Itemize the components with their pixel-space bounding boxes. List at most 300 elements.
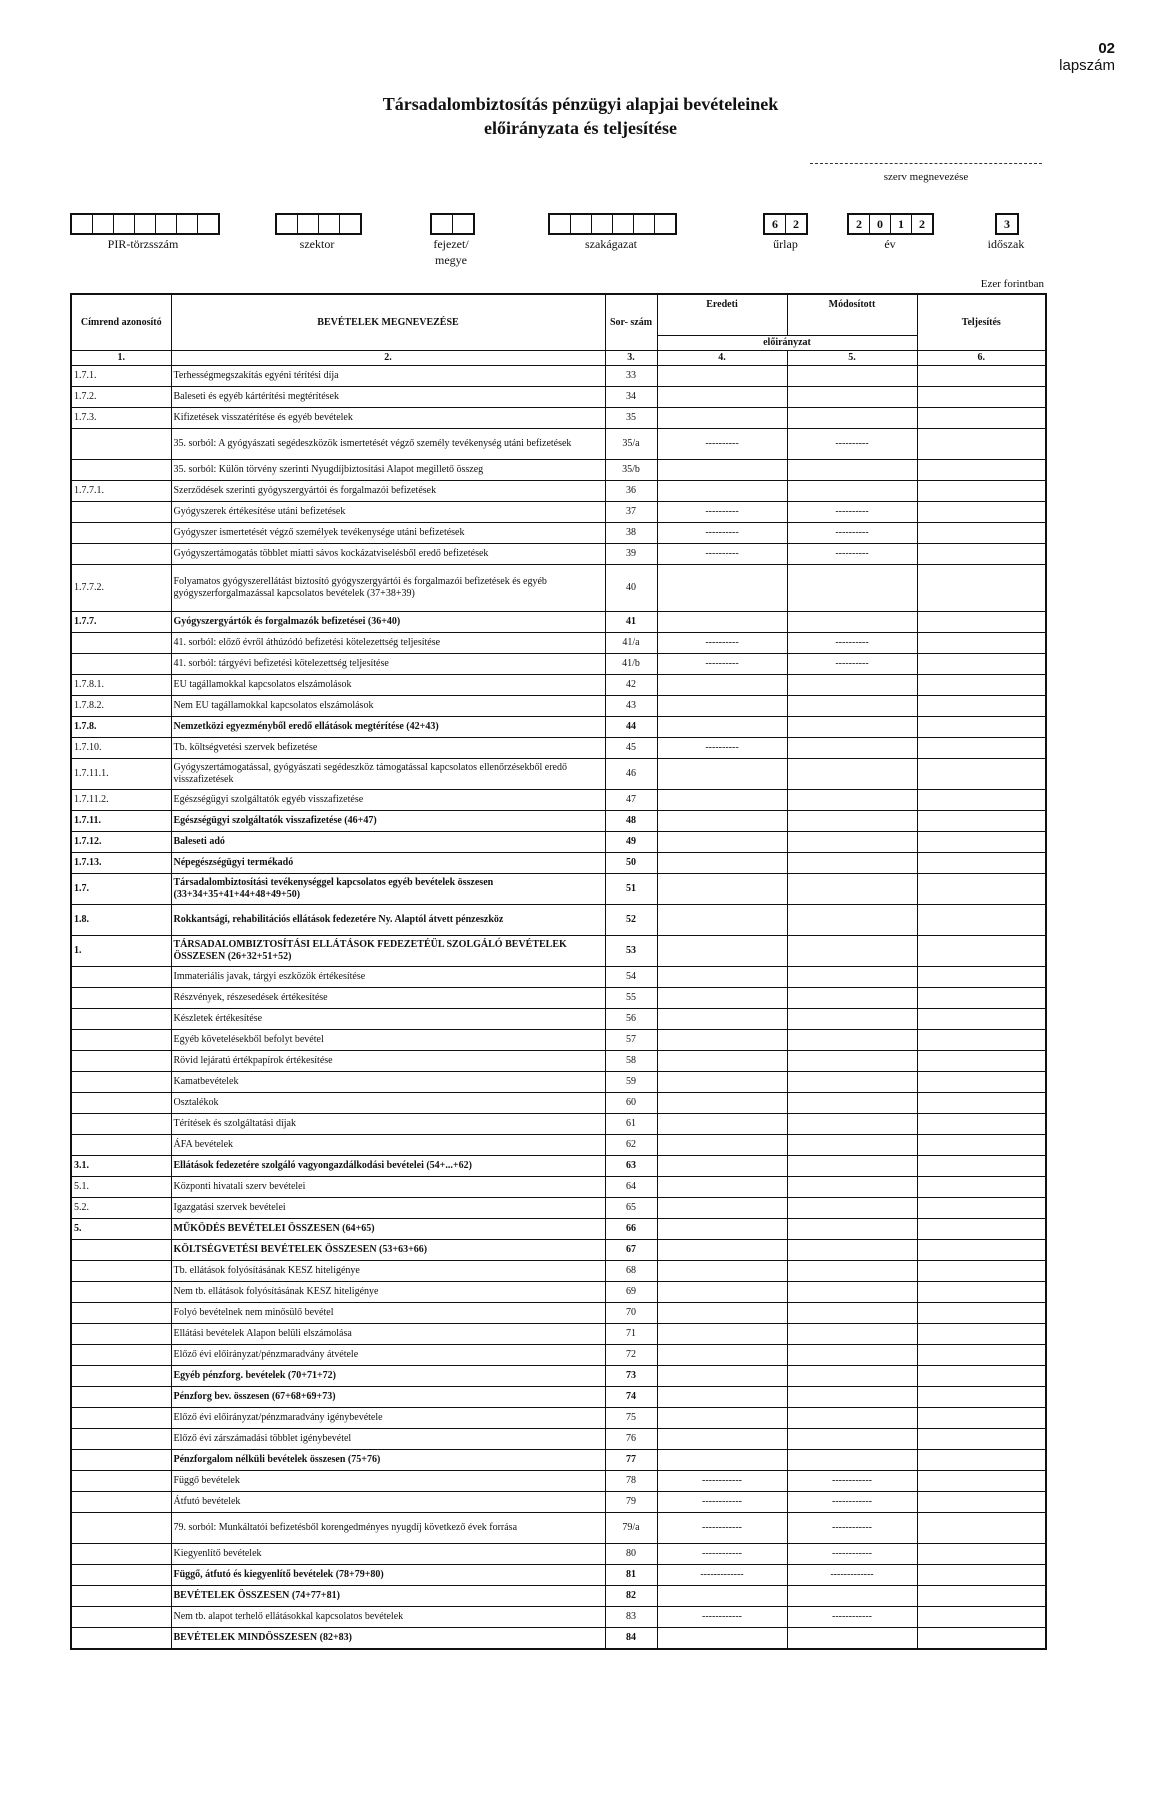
modositott-input-cell[interactable] [787,853,917,874]
szerv-field[interactable] [810,163,1042,183]
col-num: 3. [605,351,657,366]
table-row [71,1198,1046,1219]
eredeti-input-cell[interactable] [657,1450,787,1471]
eredeti-input-cell[interactable] [657,1324,787,1345]
cimrend-cell [71,1093,171,1114]
eredeti-input-cell[interactable] [657,1429,787,1450]
pir-label: PIR-törzsszám [107,237,179,251]
eredeti-input-cell[interactable] [657,1240,787,1261]
sor-cell: 71 [605,1324,657,1345]
fejezet-label: fejezet/ megye [433,237,469,267]
modositott-input-cell[interactable] [787,1114,917,1135]
table-row [71,905,1046,936]
table-row [71,1628,1046,1650]
modositott-input-cell[interactable] [787,1387,917,1408]
teljesites-input-cell[interactable] [917,1030,1046,1051]
szakagazat-box[interactable] [654,215,675,233]
sor-cell: 65 [605,1198,657,1219]
sor-cell: 83 [605,1607,657,1628]
eredeti-dash-cell: ---------- [657,429,787,460]
ev-digit: 1 [890,215,911,233]
cimrend-cell [71,967,171,988]
pir-box[interactable] [155,215,176,233]
table-row [71,1408,1046,1429]
teljesites-input-cell[interactable] [917,936,1046,967]
cimrend-cell [71,1135,171,1156]
modositott-input-cell[interactable] [787,460,917,481]
teljesites-input-cell[interactable] [917,1219,1046,1240]
name-cell: 35. sorból: Külön törvény szerinti Nyugdíjbiztosítási Alapot megillető összeg [171,460,605,481]
szakagazat-box[interactable] [612,215,633,233]
eredeti-input-cell[interactable] [657,759,787,790]
fejezet-box[interactable] [452,215,473,233]
modositott-input-cell[interactable] [787,481,917,502]
modositott-input-cell[interactable] [787,832,917,853]
fejezet-boxes[interactable] [430,213,475,235]
table-row [71,1366,1046,1387]
sor-cell: 55 [605,988,657,1009]
eredeti-input-cell[interactable] [657,1628,787,1650]
name-cell: Népegészségügyi termékadó [171,853,605,874]
fejezet-box[interactable] [432,215,452,233]
sor-cell: 73 [605,1366,657,1387]
cimrend-cell: 1.7.8.1. [71,675,171,696]
col-header-eredeti: Eredeti [657,294,787,336]
eredeti-input-cell[interactable] [657,696,787,717]
name-cell: Gyógyszerek értékesítése utáni befizetések [171,502,605,523]
eredeti-input-cell[interactable] [657,1366,787,1387]
cimrend-cell [71,1565,171,1586]
modositott-input-cell[interactable] [787,1240,917,1261]
modositott-input-cell[interactable] [787,366,917,387]
table-row [71,1565,1046,1586]
teljesites-input-cell[interactable] [917,1156,1046,1177]
table-row [71,502,1046,523]
name-cell: Pénzforg bev. összesen (67+68+69+73) [171,1387,605,1408]
col-header-eloiranyzat: előirányzat [657,336,917,351]
teljesites-input-cell[interactable] [917,1072,1046,1093]
table-row [71,853,1046,874]
teljesites-input-cell[interactable] [917,1565,1046,1586]
table-row [71,832,1046,853]
teljesites-input-cell[interactable] [917,1093,1046,1114]
teljesites-input-cell[interactable] [917,1114,1046,1135]
cimrend-cell [71,1387,171,1408]
cimrend-cell [71,1324,171,1345]
eredeti-input-cell[interactable] [657,366,787,387]
sor-cell: 34 [605,387,657,408]
teljesites-input-cell[interactable] [917,1607,1046,1628]
table-row [71,544,1046,565]
name-cell: Terhességmegszakítás egyéni térítési díja [171,366,605,387]
name-cell: KÖLTSÉGVETÉSI BEVÉTELEK ÖSSZESEN (53+63+66) [171,1240,605,1261]
modositott-input-cell[interactable] [787,1408,917,1429]
eredeti-input-cell[interactable] [657,1345,787,1366]
modositott-dash-cell: ------------ [787,1492,917,1513]
table-row [71,1450,1046,1471]
cimrend-cell: 1.7.12. [71,832,171,853]
eredeti-input-cell[interactable] [657,675,787,696]
modositott-input-cell[interactable] [787,1177,917,1198]
eredeti-input-cell[interactable] [657,387,787,408]
name-cell: Immateriális javak, tárgyi eszközök értékesítése [171,967,605,988]
sor-cell: 42 [605,675,657,696]
sor-cell: 64 [605,1177,657,1198]
teljesites-input-cell[interactable] [917,654,1046,675]
sor-cell: 41/a [605,633,657,654]
teljesites-input-cell[interactable] [917,1628,1046,1650]
teljesites-input-cell[interactable] [917,1282,1046,1303]
teljesites-input-cell[interactable] [917,790,1046,811]
modositott-input-cell[interactable] [787,675,917,696]
modositott-input-cell[interactable] [787,1072,917,1093]
modositott-input-cell[interactable] [787,696,917,717]
teljesites-input-cell[interactable] [917,853,1046,874]
eredeti-input-cell[interactable] [657,481,787,502]
cimrend-cell: 5. [71,1219,171,1240]
table-row [71,1513,1046,1544]
sor-cell: 45 [605,738,657,759]
szektor-boxes[interactable] [275,213,362,235]
sor-cell: 58 [605,1051,657,1072]
name-cell: Gyógyszertámogatással, gyógyászati segédeszköz támogatással kapcsolatos ellenőrzésekből eredő visszafizetések [171,759,605,790]
name-cell: EU tagállamokkal kapcsolatos elszámolások [171,675,605,696]
name-cell: Térítések és szolgáltatási díjak [171,1114,605,1135]
modositott-input-cell[interactable] [787,1324,917,1345]
modositott-input-cell[interactable] [787,1009,917,1030]
sor-cell: 59 [605,1072,657,1093]
pir-box[interactable] [92,215,113,233]
sor-cell: 41/b [605,654,657,675]
eredeti-input-cell[interactable] [657,1030,787,1051]
title-line-1: Társadalombiztosítás pénzügyi alapjai bevételeinek [382,94,779,114]
modositott-input-cell[interactable] [787,1030,917,1051]
modositott-input-cell[interactable] [787,936,917,967]
ev-boxes [847,213,934,235]
szektor-label: szektor [299,237,335,251]
name-cell: TÁRSADALOMBIZTOSÍTÁSI ELLÁTÁSOK FEDEZETÉÜL SZOLGÁLÓ BEVÉTELEK ÖSSZESEN (26+32+51+52) [171,936,605,967]
table-row [71,1156,1046,1177]
modositott-input-cell[interactable] [787,1282,917,1303]
cimrend-cell [71,1513,171,1544]
name-cell: Nemzetközi egyezményből eredő ellátások megtérítése (42+43) [171,717,605,738]
eredeti-dash-cell: ------------ [657,1544,787,1565]
teljesites-input-cell[interactable] [917,481,1046,502]
teljesites-input-cell[interactable] [917,1471,1046,1492]
cimrend-cell [71,1492,171,1513]
cimrend-cell: 1.7. [71,874,171,905]
teljesites-input-cell[interactable] [917,1586,1046,1607]
sor-cell: 35/a [605,429,657,460]
eredeti-input-cell[interactable] [657,612,787,633]
teljesites-input-cell[interactable] [917,1009,1046,1030]
cimrend-cell: 1.7.1. [71,366,171,387]
eredeti-input-cell[interactable] [657,1408,787,1429]
teljesites-input-cell[interactable] [917,1303,1046,1324]
teljesites-input-cell[interactable] [917,1366,1046,1387]
teljesites-input-cell[interactable] [917,1324,1046,1345]
table-body [71,366,1046,1650]
teljesites-input-cell[interactable] [917,1240,1046,1261]
name-cell: Folyó bevételnek nem minősülő bevétel [171,1303,605,1324]
teljesites-input-cell[interactable] [917,675,1046,696]
sor-cell: 54 [605,967,657,988]
eredeti-input-cell[interactable] [657,1135,787,1156]
eredeti-input-cell[interactable] [657,565,787,612]
table-row [71,366,1046,387]
cimrend-cell [71,1240,171,1261]
cimrend-cell [71,1282,171,1303]
teljesites-input-cell[interactable] [917,988,1046,1009]
eredeti-input-cell[interactable] [657,1093,787,1114]
modositott-input-cell[interactable] [787,1219,917,1240]
revenue-table [70,293,1047,1650]
modositott-input-cell[interactable] [787,738,917,759]
szektor-box[interactable] [339,215,360,233]
eredeti-input-cell[interactable] [657,1219,787,1240]
szakagazat-box[interactable] [591,215,612,233]
teljesites-input-cell[interactable] [917,544,1046,565]
szakagazat-boxes[interactable] [548,213,677,235]
modositott-input-cell[interactable] [787,565,917,612]
ev-digit: 2 [856,217,862,231]
eredeti-input-cell[interactable] [657,1303,787,1324]
szektor-box[interactable] [297,215,318,233]
eredeti-input-cell[interactable] [657,408,787,429]
eredeti-input-cell[interactable] [657,832,787,853]
teljesites-input-cell[interactable] [917,1429,1046,1450]
name-cell: Folyamatos gyógyszerellátást biztosító gyógyszergyártói és forgalmazói befizetések és egyéb gyógyszerforgalmazással kapcsolatos bevételek (37+38+39) [171,565,605,612]
unit-label: Ezer forintban [980,278,1044,290]
cimrend-cell: 1.7.7. [71,612,171,633]
modositott-input-cell[interactable] [787,1198,917,1219]
eredeti-dash-cell: ---------- [657,502,787,523]
cimrend-cell [71,1051,171,1072]
eredeti-input-cell[interactable] [657,874,787,905]
teljesites-input-cell[interactable] [917,1177,1046,1198]
sor-cell: 78 [605,1471,657,1492]
sor-cell: 84 [605,1628,657,1650]
modositott-input-cell[interactable] [787,612,917,633]
teljesites-input-cell[interactable] [917,696,1046,717]
modositott-input-cell[interactable] [787,1093,917,1114]
eredeti-input-cell[interactable] [657,1586,787,1607]
eredeti-input-cell[interactable] [657,1261,787,1282]
eredeti-input-cell[interactable] [657,1156,787,1177]
sor-cell: 47 [605,790,657,811]
modositott-input-cell[interactable] [787,387,917,408]
table-row [71,1114,1046,1135]
teljesites-input-cell[interactable] [917,1387,1046,1408]
table-row [71,1303,1046,1324]
eredeti-input-cell[interactable] [657,967,787,988]
pir-boxes[interactable] [70,213,220,235]
pir-box[interactable] [197,215,218,233]
table-row [71,408,1046,429]
cimrend-cell [71,1607,171,1628]
teljesites-input-cell[interactable] [917,1492,1046,1513]
sor-cell: 63 [605,1156,657,1177]
modositott-input-cell[interactable] [787,790,917,811]
eredeti-input-cell[interactable] [657,988,787,1009]
modositott-input-cell[interactable] [787,1429,917,1450]
teljesites-input-cell[interactable] [917,366,1046,387]
modositott-input-cell[interactable] [787,717,917,738]
teljesites-input-cell[interactable] [917,738,1046,759]
teljesites-input-cell[interactable] [917,832,1046,853]
teljesites-input-cell[interactable] [917,905,1046,936]
modositott-input-cell[interactable] [787,1135,917,1156]
modositott-input-cell[interactable] [787,1303,917,1324]
eredeti-input-cell[interactable] [657,853,787,874]
modositott-input-cell[interactable] [787,874,917,905]
modositott-input-cell[interactable] [787,1586,917,1607]
cimrend-cell: 1.7.2. [71,387,171,408]
teljesites-input-cell[interactable] [917,1051,1046,1072]
eredeti-input-cell[interactable] [657,1114,787,1135]
teljesites-input-cell[interactable] [917,408,1046,429]
modositott-input-cell[interactable] [787,1261,917,1282]
cimrend-cell [71,1030,171,1051]
cimrend-cell [71,1072,171,1093]
name-cell: Társadalombiztosítási tevékenységgel kapcsolatos egyéb bevételek összesen (33+34+35+41+44+48+49+50) [171,874,605,905]
cimrend-cell: 1.7.8. [71,717,171,738]
teljesites-input-cell[interactable] [917,429,1046,460]
table-row [71,696,1046,717]
lapszam-number: 02 [1098,40,1115,57]
teljesites-input-cell[interactable] [917,612,1046,633]
modositott-input-cell[interactable] [787,967,917,988]
eredeti-dash-cell: ------------ [657,1471,787,1492]
name-cell: Készletek értékesítése [171,1009,605,1030]
table-row [71,1429,1046,1450]
eredeti-input-cell[interactable] [657,1282,787,1303]
name-cell: Szerződések szerinti gyógyszergyártói és forgalmazói befizetések [171,481,605,502]
sor-cell: 79/a [605,1513,657,1544]
eredeti-input-cell[interactable] [657,1051,787,1072]
modositott-input-cell[interactable] [787,1345,917,1366]
eredeti-input-cell[interactable] [657,936,787,967]
eredeti-input-cell[interactable] [657,1177,787,1198]
modositott-input-cell[interactable] [787,905,917,936]
modositott-input-cell[interactable] [787,1450,917,1471]
col-header-teljesites: Teljesítés [917,294,1046,351]
sor-cell: 33 [605,366,657,387]
table-row [71,988,1046,1009]
pir-box[interactable] [72,215,92,233]
teljesites-input-cell[interactable] [917,1544,1046,1565]
teljesites-input-cell[interactable] [917,523,1046,544]
table-row [71,1219,1046,1240]
teljesites-input-cell[interactable] [917,874,1046,905]
pir-box[interactable] [113,215,134,233]
szektor-box[interactable] [277,215,297,233]
szakagazat-box[interactable] [570,215,591,233]
eredeti-input-cell[interactable] [657,1198,787,1219]
cimrend-cell: 1.7.7.2. [71,565,171,612]
eredeti-input-cell[interactable] [657,1072,787,1093]
table-row [71,1586,1046,1607]
eredeti-input-cell[interactable] [657,460,787,481]
modositott-input-cell[interactable] [787,811,917,832]
teljesites-input-cell[interactable] [917,1198,1046,1219]
eredeti-input-cell[interactable] [657,790,787,811]
cimrend-cell [71,1429,171,1450]
modositott-input-cell[interactable] [787,1366,917,1387]
table-row [71,1009,1046,1030]
table-row [71,1345,1046,1366]
teljesites-input-cell[interactable] [917,460,1046,481]
sor-cell: 52 [605,905,657,936]
modositott-dash-cell: ------------ [787,1544,917,1565]
eredeti-input-cell[interactable] [657,811,787,832]
eredeti-input-cell[interactable] [657,717,787,738]
szakagazat-box[interactable] [633,215,654,233]
cimrend-cell: 1.8. [71,905,171,936]
szektor-box[interactable] [318,215,339,233]
teljesites-input-cell[interactable] [917,1135,1046,1156]
teljesites-input-cell[interactable] [917,1261,1046,1282]
pir-box[interactable] [134,215,155,233]
teljesites-input-cell[interactable] [917,759,1046,790]
teljesites-input-cell[interactable] [917,565,1046,612]
modositott-dash-cell: ---------- [787,502,917,523]
table-row [71,1544,1046,1565]
teljesites-input-cell[interactable] [917,967,1046,988]
szerv-label: szerv megnevezése [883,171,969,183]
teljesites-input-cell[interactable] [917,387,1046,408]
modositott-input-cell[interactable] [787,988,917,1009]
cimrend-cell [71,654,171,675]
modositott-input-cell[interactable] [787,408,917,429]
table-row [71,1282,1046,1303]
teljesites-input-cell[interactable] [917,502,1046,523]
cimrend-cell [71,1303,171,1324]
modositott-dash-cell: ---------- [787,429,917,460]
table-row [71,738,1046,759]
eredeti-input-cell[interactable] [657,905,787,936]
modositott-input-cell[interactable] [787,1628,917,1650]
table-row [71,654,1046,675]
sor-cell: 39 [605,544,657,565]
eredeti-dash-cell: ---------- [657,738,787,759]
title-line-2: előirányzata és teljesítése [484,118,677,138]
eredeti-dash-cell: ------------ [657,1607,787,1628]
teljesites-input-cell[interactable] [917,1408,1046,1429]
modositott-input-cell[interactable] [787,1051,917,1072]
name-cell: Baleseti és egyéb kártérítési megtérítések [171,387,605,408]
pir-box[interactable] [176,215,197,233]
teljesites-input-cell[interactable] [917,1345,1046,1366]
teljesites-input-cell[interactable] [917,811,1046,832]
teljesites-input-cell[interactable] [917,1450,1046,1471]
sor-cell: 75 [605,1408,657,1429]
sor-cell: 69 [605,1282,657,1303]
table-row [71,460,1046,481]
teljesites-input-cell[interactable] [917,1513,1046,1544]
modositott-input-cell[interactable] [787,759,917,790]
table-row [71,1261,1046,1282]
modositott-input-cell[interactable] [787,1156,917,1177]
teljesites-input-cell[interactable] [917,717,1046,738]
teljesites-input-cell[interactable] [917,633,1046,654]
sor-cell: 79 [605,1492,657,1513]
eredeti-input-cell[interactable] [657,1387,787,1408]
urlap-digit: 6 [772,217,778,231]
eredeti-input-cell[interactable] [657,1009,787,1030]
szakagazat-box[interactable] [550,215,570,233]
sor-cell: 72 [605,1345,657,1366]
